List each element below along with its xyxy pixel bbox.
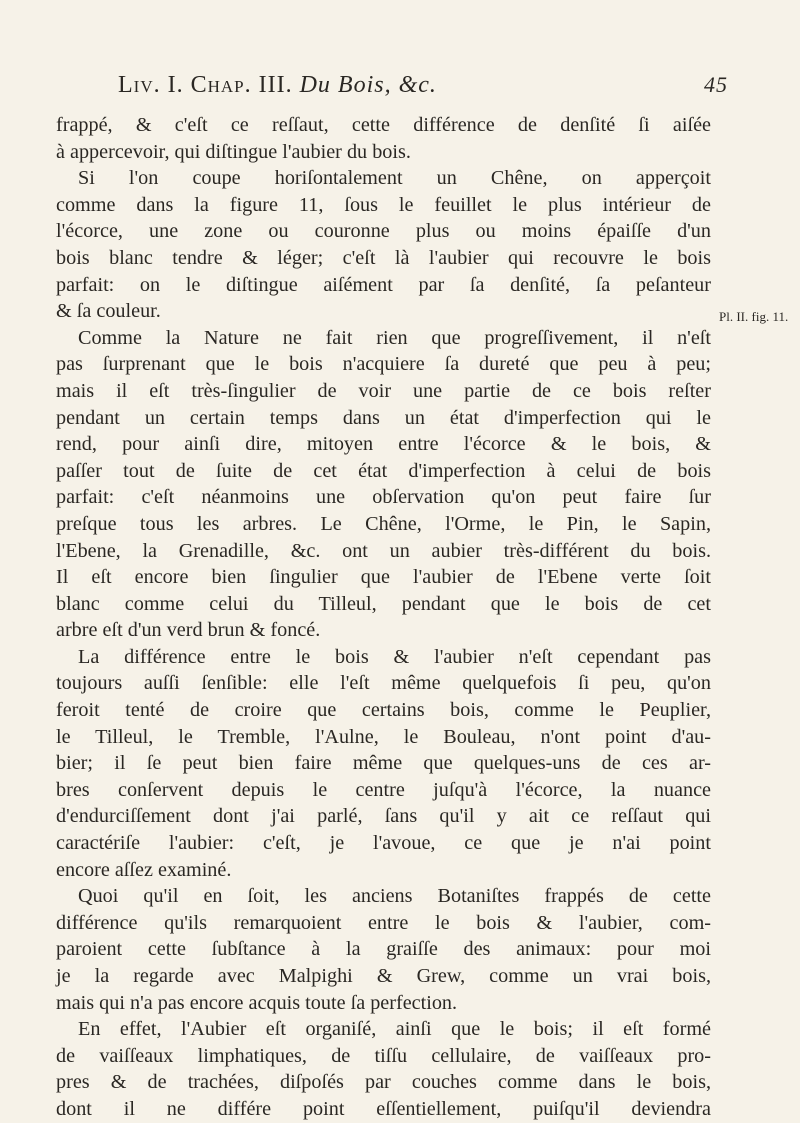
- text-line: l'Ebene, la Grenadille, &c. ont un aubier très-différent du bois.: [56, 539, 711, 562]
- text-line: bres conſervent depuis le centre juſqu'à l'écorce, la nuance: [56, 778, 711, 801]
- text-line: comme dans la figure 11, ſous le feuillet le plus intérieur de: [56, 193, 711, 216]
- text-line: paſſer tout de ſuite de cet état d'imperfection à celui de bois: [56, 459, 711, 482]
- page-number: 45: [704, 72, 728, 97]
- text-line: Si l'on coupe horiſontalement un Chêne, on apperçoit: [78, 167, 711, 190]
- text-line: de vaiſſeaux limphatiques, de tiſſu cellulaire, de vaiſſeaux pro-: [56, 1044, 711, 1067]
- text-line: pendant un certain temps dans un état d'imperfection qui le: [56, 406, 711, 429]
- text-line: arbre eſt d'un verd brun & foncé.: [56, 619, 321, 642]
- text-line: Quoi qu'il en ſoit, les anciens Botaniſtes frappés de cette: [78, 885, 711, 908]
- text-line: rend, pour ainſi dire, mitoyen entre l'écorce & le bois, &: [56, 433, 711, 456]
- text-line: l'écorce, une zone ou couronne plus ou moins épaiſſe d'un: [56, 220, 711, 243]
- text-line: feroit tenté de croire que certains bois, comme le Peuplier,: [56, 699, 711, 722]
- running-head-chapter: Liv. I. Chap. III.: [118, 72, 293, 98]
- text-line: preſque tous les arbres. Le Chêne, l'Orme, le Pin, le Sapin,: [56, 512, 711, 535]
- text-line: dont il ne différe point eſſentiellement, puiſqu'il deviendra: [56, 1097, 711, 1120]
- text-line: à appercevoir, qui diſtingue l'aubier du bois.: [56, 140, 411, 163]
- text-line: différence qu'ils remarquoient entre le bois & l'aubier, com-: [56, 911, 711, 934]
- text-line: frappé, & c'eſt ce reſſaut, cette différence de denſité ſi aiſée: [56, 114, 711, 136]
- text-line: mais qui n'a pas encore acquis toute ſa perfection.: [56, 991, 458, 1014]
- text-line: Comme la Nature ne fait rien que progreſſivement, il n'eſt: [78, 326, 711, 349]
- body-text: [56, 112, 711, 1123]
- text-line: parfait: c'eſt néanmoins une obſervation qu'on peut faire ſur: [56, 486, 711, 509]
- text-line: le Tilleul, le Tremble, l'Aulne, le Bouleau, n'ont point d'au-: [56, 725, 711, 748]
- running-head: [118, 72, 437, 99]
- text-line: parfait: on le diſtingue aiſément par ſa denſité, ſa peſanteur: [56, 273, 711, 296]
- text-line: pas ſurprenant que le bois n'acquiere ſa dureté que peu à peu;: [56, 353, 711, 376]
- text-line: bois blanc tendre & léger; c'eſt là l'aubier qui recouvre le bois: [56, 246, 711, 269]
- text-line: bier; il ſe peut bien faire même que quelques-uns de ces ar-: [56, 752, 711, 775]
- text-line: La différence entre le bois & l'aubier n'eſt cependant pas: [78, 645, 711, 668]
- text-line: blanc comme celui du Tilleul, pendant que le bois de cet: [56, 592, 711, 615]
- text-line: d'endurciſſement dont j'ai parlé, ſans qu'il y ait ce reſſaut qui: [56, 805, 711, 828]
- margin-note: Pl. II. fig. 11.: [719, 309, 789, 324]
- text-line: paroient cette ſubſtance à la graiſſe des animaux: pour moi: [56, 938, 711, 961]
- text-line: caractériſe l'aubier: c'eſt, je l'avoue, ce que je n'ai point: [56, 832, 711, 855]
- text-line: je la regarde avec Malpighi & Grew, comme un vrai bois,: [56, 965, 711, 987]
- text-line: Il eſt encore bien ſingulier que l'aubier de l'Ebene verte ſoit: [56, 566, 711, 589]
- text-line: En effet, l'Aubier eſt organiſé, ainſi que le bois; il eſt formé: [78, 1018, 711, 1041]
- text-line: pres & de trachées, diſpoſés par couches comme dans le bois,: [56, 1071, 711, 1094]
- page-header: [98, 68, 728, 100]
- text-line: encore aſſez examiné.: [56, 858, 232, 881]
- running-head-title: Du Bois, &c.: [299, 72, 437, 98]
- text-line: toujours auſſi ſenſible: elle l'eſt même quelquefois ſi peu, qu'on: [56, 672, 711, 695]
- text-line: & ſa couleur.: [56, 300, 161, 323]
- text-line: mais il eſt très-ſingulier de voir une partie de ce bois reſter: [56, 379, 711, 402]
